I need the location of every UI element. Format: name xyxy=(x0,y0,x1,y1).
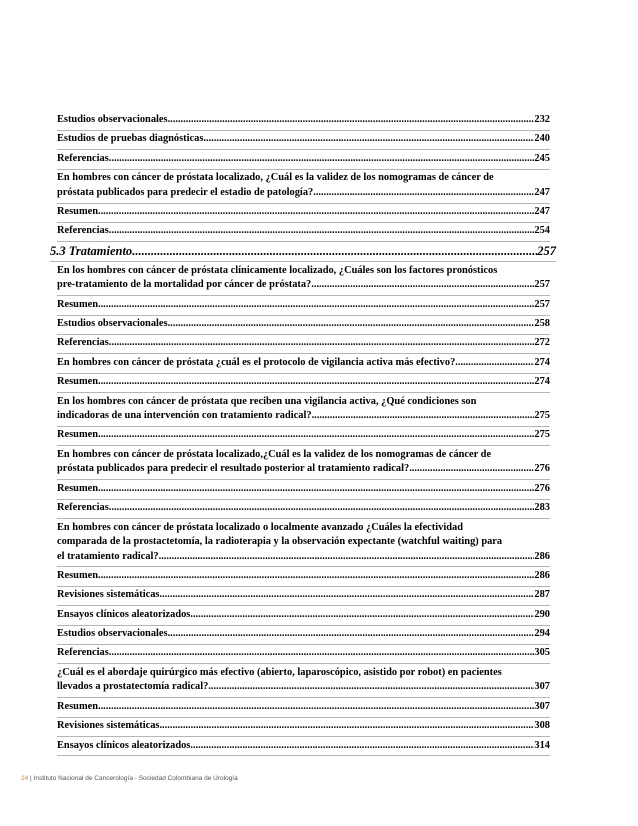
toc-entry-title: Resumen xyxy=(57,376,98,388)
toc-entry[interactable] xyxy=(57,132,550,150)
toc-entry[interactable] xyxy=(57,588,550,606)
toc-page-number: 287 xyxy=(534,589,550,601)
toc-entry[interactable] xyxy=(57,700,550,718)
toc-entry[interactable] xyxy=(57,739,550,757)
toc-entry[interactable] xyxy=(57,608,550,626)
toc-page-number: 274 xyxy=(534,376,550,388)
toc-entry-title: Referencias xyxy=(57,502,109,514)
toc-entry[interactable] xyxy=(57,356,550,374)
toc-entry-title: Estudios observacionales xyxy=(57,114,168,125)
toc-page-number: 257 xyxy=(534,279,550,291)
footer-page-number: 24 xyxy=(21,775,29,782)
toc-entry[interactable] xyxy=(57,627,550,645)
toc-entry-title: Resumen xyxy=(57,482,98,494)
toc-page-number: 257 xyxy=(534,298,550,310)
dot-leader xyxy=(132,244,537,259)
toc-entry-title: Estudios observacionales xyxy=(57,318,168,330)
toc-entry[interactable] xyxy=(57,375,550,393)
toc-entry-title: Referencias xyxy=(57,225,109,237)
toc-entry-title-line: En los hombres con cáncer de próstata que reciben una vigilancia activa, ¿Qué condiciones son xyxy=(57,395,477,407)
dot-leader xyxy=(109,336,535,351)
dot-leader xyxy=(98,375,534,390)
toc-entry[interactable] xyxy=(57,569,550,587)
toc-page-number: 286 xyxy=(534,550,550,562)
toc-entry-title: Estudios observacionales xyxy=(57,628,168,640)
toc-entry-title: Referencias xyxy=(57,152,109,164)
dot-leader xyxy=(409,462,534,477)
dot-leader xyxy=(455,356,534,371)
toc-entry[interactable] xyxy=(57,428,550,446)
toc-page-number: 294 xyxy=(534,628,550,640)
toc-page-number: 275 xyxy=(534,429,550,441)
toc-page-number: 276 xyxy=(534,463,550,475)
toc-page-number: 272 xyxy=(534,337,550,349)
toc-page-number: 274 xyxy=(534,356,550,368)
toc-entry-title: el tratamiento radical? xyxy=(57,550,159,562)
toc-entry[interactable] xyxy=(57,113,550,131)
toc-page-number: 305 xyxy=(534,647,550,659)
toc-entry[interactable] xyxy=(57,317,550,335)
toc-entry-title: Referencias xyxy=(57,337,109,349)
toc-page-number: 290 xyxy=(534,608,550,620)
dot-leader xyxy=(311,278,534,293)
toc-entry[interactable] xyxy=(57,666,550,698)
dot-leader xyxy=(109,152,535,167)
toc-entry[interactable] xyxy=(57,646,550,664)
toc-page-number: 314 xyxy=(534,739,550,751)
toc-entry-title: próstata publicados para predecir el estadio de patología? xyxy=(57,186,314,198)
dot-leader xyxy=(109,501,535,516)
toc-page-number: 240 xyxy=(534,133,550,145)
footer-separator: | xyxy=(30,775,32,782)
toc-page-number: 276 xyxy=(534,482,550,494)
toc-section-heading[interactable] xyxy=(50,244,556,262)
dot-leader xyxy=(168,113,535,128)
toc-entry[interactable] xyxy=(57,264,550,296)
toc-entry-title: Ensayos clínicos aleatorizados xyxy=(57,739,191,751)
toc-entry[interactable] xyxy=(57,501,550,519)
toc-entry-title: Resumen xyxy=(57,429,98,441)
toc-entry-title: En hombres con cáncer de próstata ¿cuál es el protocolo de vigilancia activa más efectivo? xyxy=(57,356,456,368)
toc-entry-title: 5.3 Tratamiento xyxy=(50,243,133,258)
dot-leader xyxy=(312,409,535,424)
toc-entry-title: Resumen xyxy=(57,700,98,712)
dot-leader xyxy=(98,205,534,220)
dot-leader xyxy=(313,186,534,201)
toc-entry-title: Revisiones sistemáticas xyxy=(57,720,160,732)
toc-entry-title: Resumen xyxy=(57,569,98,581)
toc-page-number: 258 xyxy=(534,318,550,330)
toc-entry[interactable] xyxy=(57,719,550,737)
toc-entry[interactable] xyxy=(57,521,550,568)
toc-page-number: 308 xyxy=(534,720,550,732)
toc-entry[interactable] xyxy=(57,482,550,500)
toc-entry-title: Ensayos clínicos aleatorizados xyxy=(57,608,191,620)
toc-entry-title: llevados a prostatectomía radical? xyxy=(57,681,209,693)
toc-entry-title: indicadoras de una intervención con tratamiento radical? xyxy=(57,410,312,422)
dot-leader xyxy=(109,646,535,661)
dot-leader xyxy=(190,739,534,754)
toc-entry[interactable] xyxy=(57,224,550,242)
toc-page-number: 307 xyxy=(534,700,550,712)
table-of-contents xyxy=(50,113,556,756)
toc-page-number: 257 xyxy=(537,243,556,258)
toc-entry-title: Revisiones sistemáticas xyxy=(57,589,160,601)
toc-entry[interactable] xyxy=(57,298,550,316)
dot-leader xyxy=(168,317,535,332)
toc-entry[interactable] xyxy=(57,171,550,203)
dot-leader xyxy=(159,719,534,734)
dot-leader xyxy=(203,132,534,147)
dot-leader xyxy=(98,482,534,497)
toc-entry-title: Resumen xyxy=(57,298,98,310)
toc-entry-title: Estudios de pruebas diagnósticas xyxy=(57,133,204,145)
dot-leader xyxy=(98,298,534,313)
toc-page-number: 254 xyxy=(534,225,550,237)
dot-leader xyxy=(168,627,535,642)
toc-entry-title-line: comparada de la prostactetomía, la radioterapia y la observación expectante (watchful waiting) para xyxy=(57,536,503,548)
toc-entry-title-line: En hombres con cáncer de próstata localizado o localmente avanzado ¿Cuáles la efectividad xyxy=(57,521,463,533)
toc-page-number: 307 xyxy=(534,681,550,693)
toc-entry[interactable] xyxy=(57,448,550,480)
toc-page-number: 247 xyxy=(534,206,550,218)
page-footer xyxy=(21,775,238,782)
dot-leader xyxy=(98,700,534,715)
dot-leader xyxy=(190,608,534,623)
toc-page-number: 245 xyxy=(534,152,550,164)
toc-entry-title-line: ¿Cuál es el abordaje quirúrgico más efectivo (abierto, laparoscópico, asistido por robot) en pacientes xyxy=(57,666,502,678)
toc-entry-title-line: En los hombres con cáncer de próstata clínicamente localizado, ¿Cuáles son los factores pronósticos xyxy=(57,264,498,276)
toc-page-number: 232 xyxy=(534,114,550,125)
toc-entry-title-line: En hombres con cáncer de próstata localizado,¿Cuál es la validez de los nomogramas de cáncer de xyxy=(57,448,492,460)
dot-leader xyxy=(98,569,534,584)
toc-page-number: 286 xyxy=(534,569,550,581)
toc-entry[interactable] xyxy=(57,205,550,223)
dot-leader xyxy=(159,588,534,603)
toc-entry[interactable] xyxy=(57,395,550,427)
toc-entry[interactable] xyxy=(57,336,550,354)
toc-entry-title: Resumen xyxy=(57,206,98,218)
footer-text: Instituto Nacional de Cancerología - Sociedad Colombiana de Urología xyxy=(33,775,238,782)
toc-entry[interactable] xyxy=(57,152,550,170)
toc-page-number: 247 xyxy=(534,186,550,198)
dot-leader xyxy=(159,550,535,565)
dot-leader xyxy=(109,224,535,239)
toc-entry-title: Referencias xyxy=(57,647,109,659)
dot-leader xyxy=(208,680,534,695)
toc-page-number: 275 xyxy=(534,410,550,422)
toc-entry-title-line: En hombres con cáncer de próstata localizado, ¿Cuál es la validez de los nomogramas de cáncer de xyxy=(57,172,494,184)
toc-entry-title: próstata publicados para predecir el resultado posterior al tratamiento radical? xyxy=(57,463,410,475)
dot-leader xyxy=(98,428,534,443)
toc-entry-title: pre-tratamiento de la mortalidad por cáncer de próstata? xyxy=(57,279,312,291)
toc-page-number: 283 xyxy=(534,502,550,514)
